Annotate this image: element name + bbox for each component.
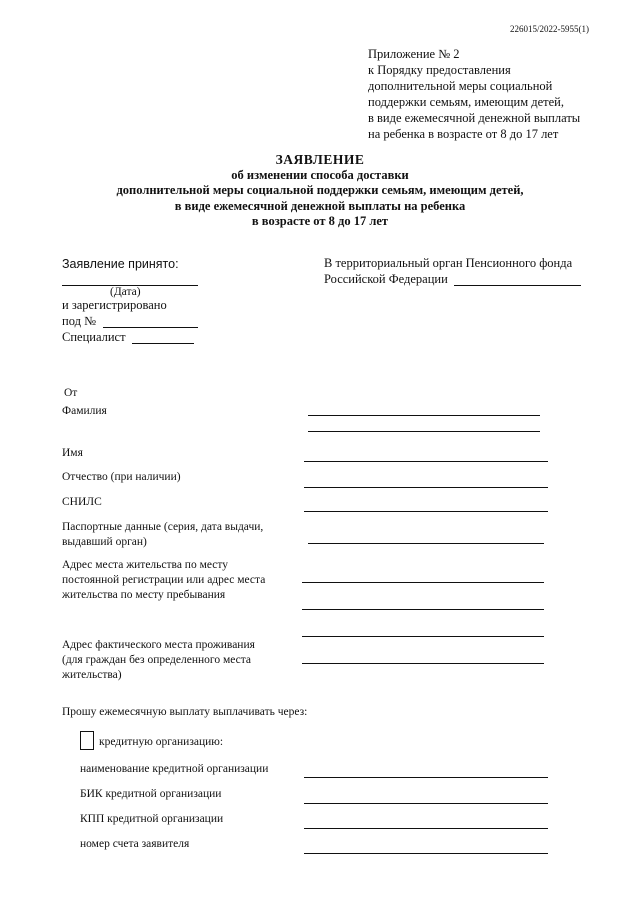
recipient-line[interactable] <box>454 285 581 286</box>
recipient-line2: Российской Федерации <box>324 272 448 286</box>
address-reg-line-3[interactable] <box>302 636 544 637</box>
specialist-label: Специалист <box>62 330 126 344</box>
address-fact-line[interactable] <box>302 663 544 664</box>
address-reg-label-line: постоянной регистрации или адрес места <box>62 574 266 586</box>
date-caption: (Дата) <box>110 286 141 298</box>
appendix-line: на ребенка в возрасте от 8 до 17 лет <box>368 127 559 141</box>
patronymic-label: Отчество (при наличии) <box>62 471 181 483</box>
number-line[interactable] <box>103 327 198 328</box>
account-label: номер счета заявителя <box>80 838 190 850</box>
surname-line[interactable] <box>308 415 540 416</box>
name-line[interactable] <box>304 461 548 462</box>
from-label: От <box>64 387 78 399</box>
request-text: Прошу ежемесячную выплату выплачивать через: <box>62 706 308 718</box>
address-reg-label-line: Адрес места жительства по месту <box>62 559 228 571</box>
passport-label-line: выдавший орган) <box>62 536 147 548</box>
bank-name-line[interactable] <box>304 777 548 778</box>
title-line: об изменении способа доставки <box>231 167 409 182</box>
appendix-note <box>368 46 580 142</box>
kpp-line[interactable] <box>304 828 548 829</box>
specialist-line[interactable] <box>132 343 194 344</box>
document-id: 226015/2022-5955(1) <box>510 24 589 34</box>
passport-line[interactable] <box>308 543 544 544</box>
recipient-line1: В территориальный орган Пенсионного фонда <box>324 256 573 270</box>
kpp-label: КПП кредитной организации <box>80 813 224 825</box>
address-reg-label-line: жительства по месту пребывания <box>62 589 226 601</box>
appendix-line: к Порядку предоставления <box>368 63 511 77</box>
accepted-label: Заявление принято: <box>62 257 179 271</box>
appendix-line: дополнительной меры социальной <box>368 79 553 93</box>
address-fact-label-line: Адрес фактического места проживания <box>62 639 255 651</box>
title-line: в возрасте от 8 до 17 лет <box>251 214 389 228</box>
account-line[interactable] <box>304 853 548 854</box>
address-reg-line[interactable] <box>302 582 544 583</box>
title-line: в виде ежемесячной денежной выплаты на ребенка <box>174 198 466 213</box>
appendix-line: поддержки семьям, имеющим детей, <box>368 95 564 109</box>
appendix-line: в виде ежемесячной денежной выплаты <box>368 111 581 125</box>
name-label: Имя <box>62 447 83 459</box>
appendix-line: Приложение № 2 <box>368 47 460 61</box>
credit-org-label: кредитную организацию: <box>99 736 224 748</box>
patronymic-line[interactable] <box>304 487 548 488</box>
passport-label <box>62 520 263 550</box>
title-main: ЗАЯВЛЕНИЕ <box>275 152 365 167</box>
credit-org-checkbox[interactable] <box>80 731 94 750</box>
registered-label: и зарегистрировано <box>62 298 167 312</box>
title-line: дополнительной меры социальной поддержки семьям, имеющим детей, <box>116 183 524 197</box>
address-reg-label <box>62 558 265 603</box>
bank-name-label: наименование кредитной организации <box>80 763 269 775</box>
address-fact-label-line: (для граждан без определенного места <box>62 654 252 666</box>
surname-line-2[interactable] <box>308 431 540 432</box>
address-reg-line-2[interactable] <box>302 609 544 610</box>
bik-label: БИК кредитной организации <box>80 788 222 800</box>
address-fact-label <box>62 638 255 683</box>
passport-label-line: Паспортные данные (серия, дата выдачи, <box>62 521 264 533</box>
address-fact-label-line: жительства) <box>62 669 122 681</box>
number-label: под № <box>62 314 96 328</box>
document-title <box>0 152 640 230</box>
bik-line[interactable] <box>304 803 548 804</box>
snils-label: СНИЛС <box>62 496 102 508</box>
snils-line[interactable] <box>304 511 548 512</box>
surname-label: Фамилия <box>62 405 107 417</box>
